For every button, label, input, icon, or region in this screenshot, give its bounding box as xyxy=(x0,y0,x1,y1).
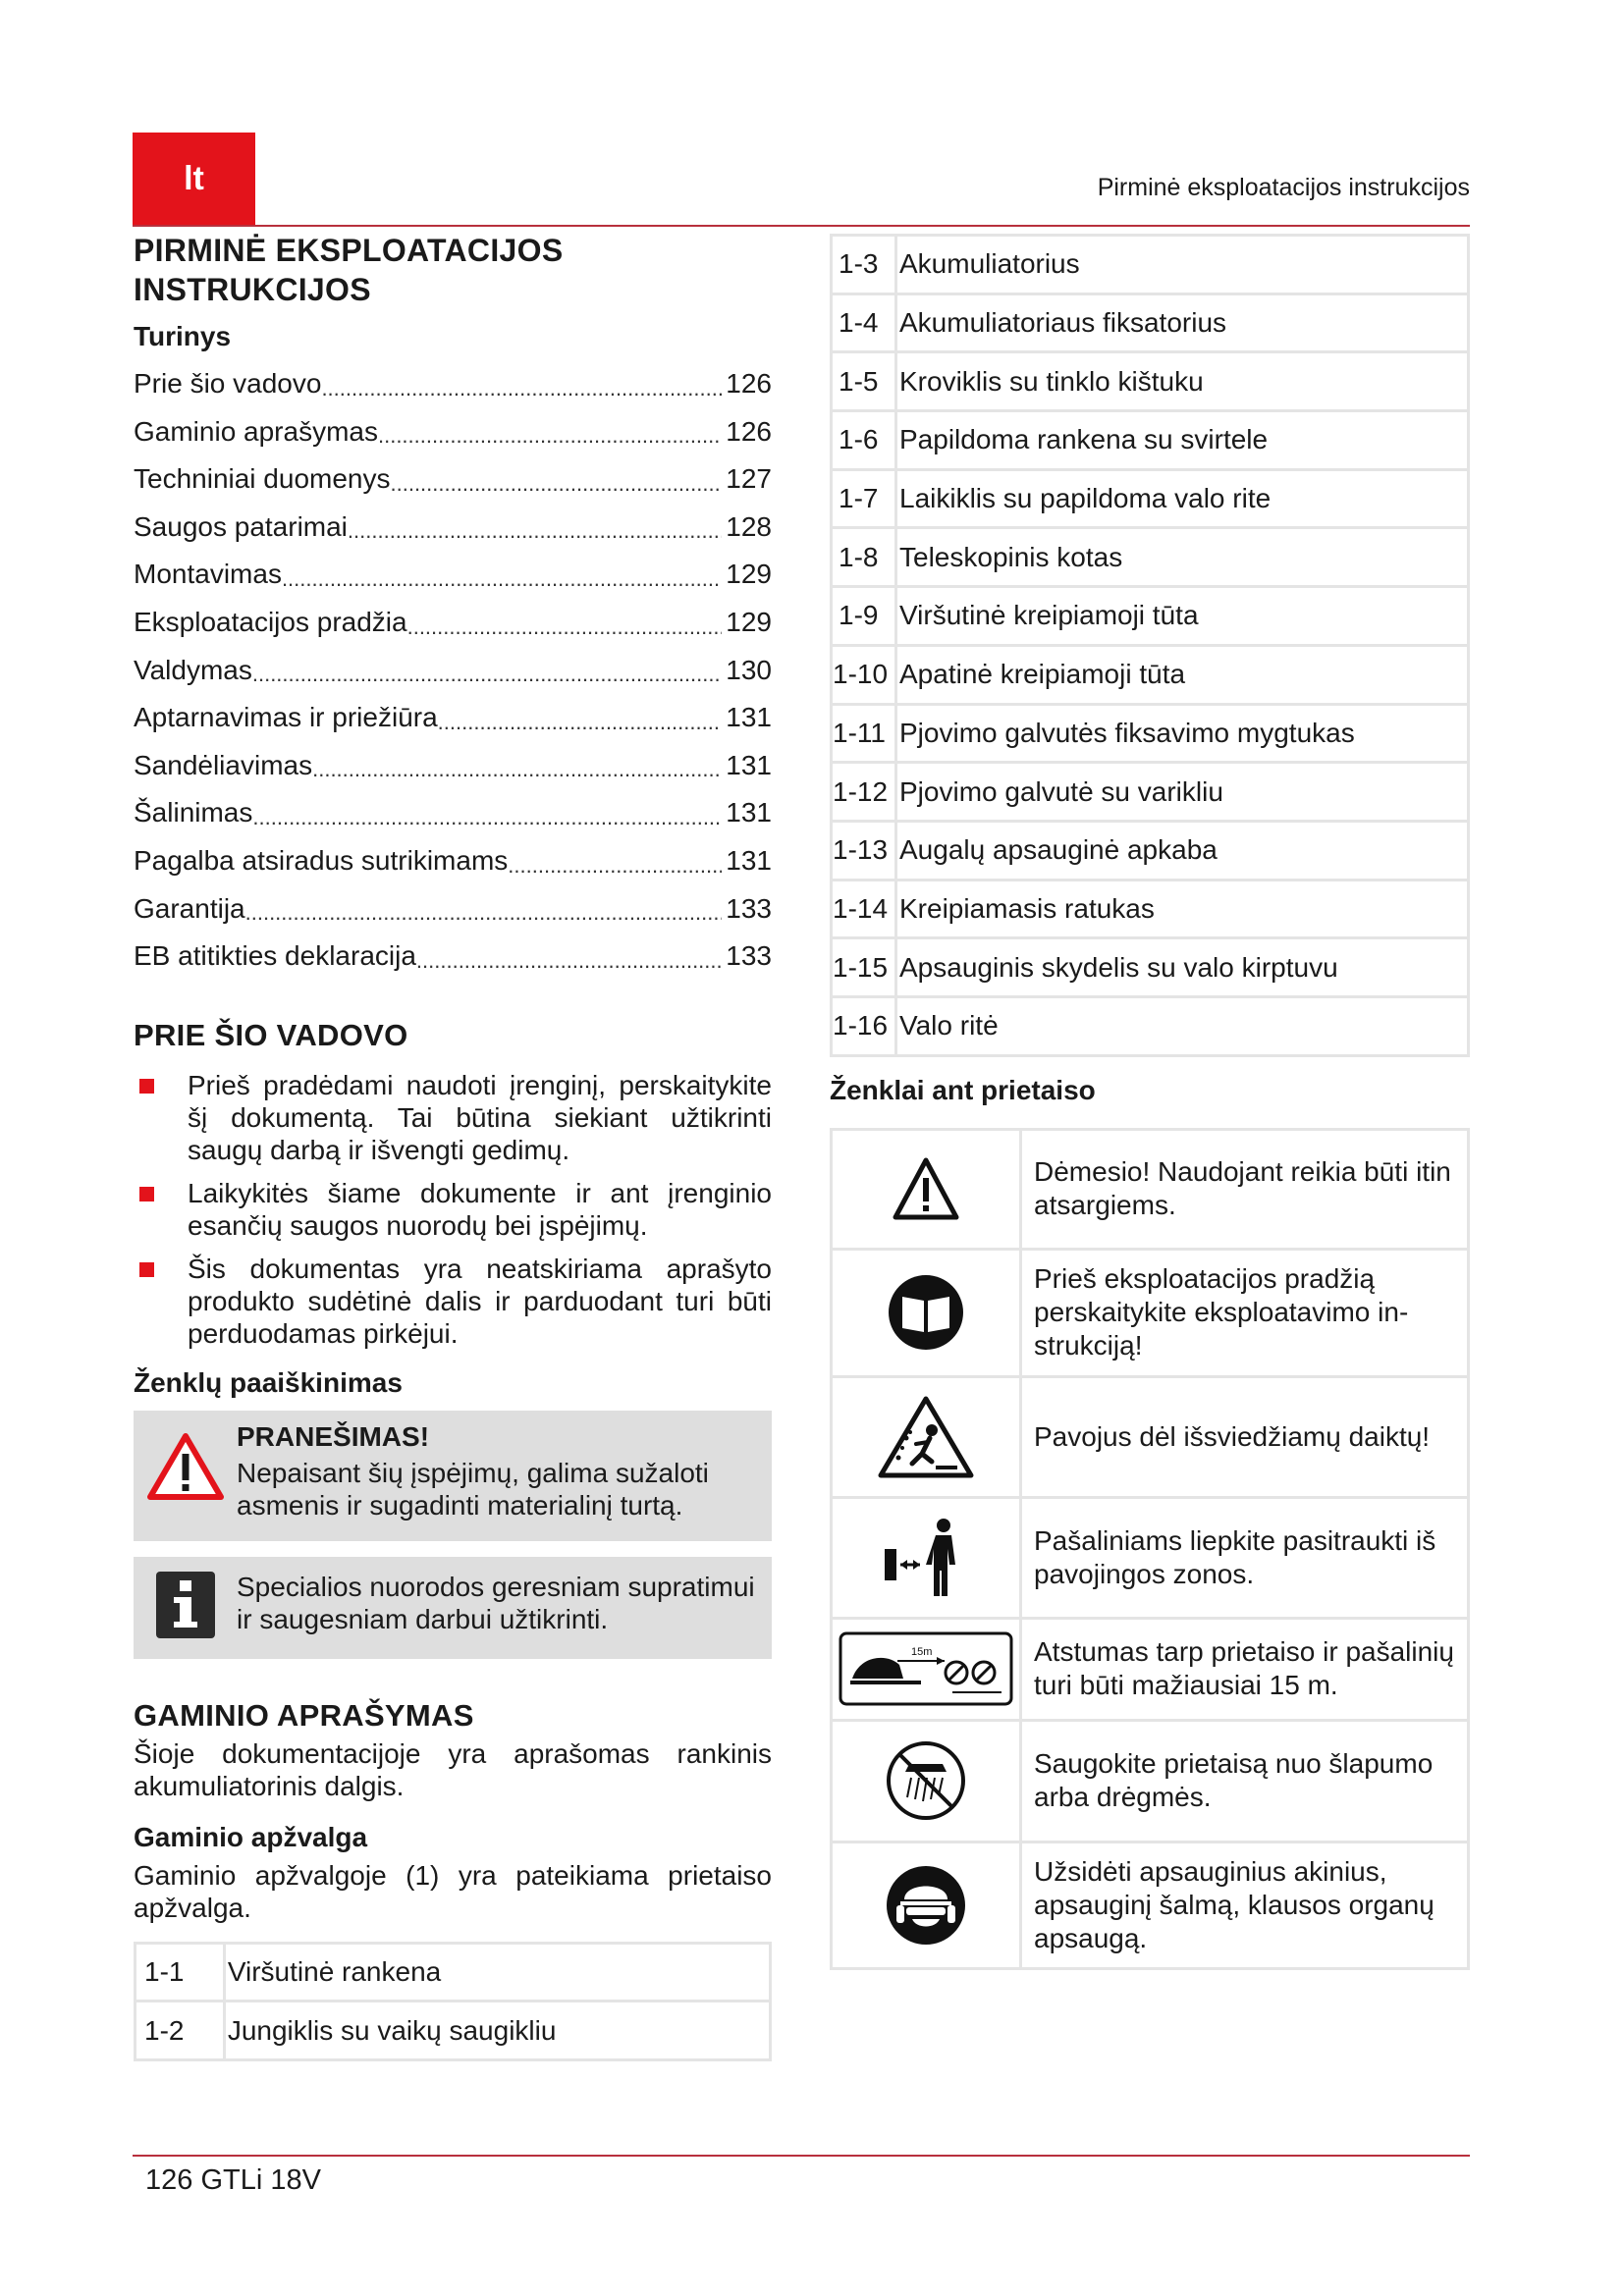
bullet-text: Prieš pradėdami naudoti įrenginį, perskaitykite šį dokumentą. Tai būtina siekiant užtikrinti saugų darbą ir išvengti gedimų. xyxy=(188,1069,772,1165)
keep-bystanders-away-icon xyxy=(877,1514,975,1602)
toc-item-page: 129 xyxy=(726,606,772,637)
sign-description: Prieš eksploatacijos pradžią perskaitykite eksploatavimo instrukciją! xyxy=(1021,1249,1469,1376)
part-number: 1-15 xyxy=(832,938,896,997)
read-manual-icon xyxy=(887,1273,965,1352)
sign-description: Pavojus dėl išsviedžiamų daiktų! xyxy=(1021,1376,1469,1497)
footer-text: 126 GTLi 18V xyxy=(145,2164,321,2196)
table-row xyxy=(832,821,1469,880)
protective-gear-icon xyxy=(885,1864,967,1947)
product-heading: GAMINIO APRAŠYMAS xyxy=(134,1697,474,1733)
toc-item-title: Šalinimas xyxy=(134,797,253,828)
part-label: Viršutinė rankena xyxy=(224,1943,770,2002)
thrown-objects-icon xyxy=(877,1395,975,1479)
part-label: Viršutinė kreipiamoji tūta xyxy=(896,587,1469,646)
warning-note xyxy=(134,1411,772,1541)
toc-item[interactable] xyxy=(134,551,772,599)
distance-label: 15m xyxy=(911,1646,933,1659)
toc-item[interactable] xyxy=(134,933,772,981)
part-label: Augalų apsauginė apkaba xyxy=(896,821,1469,880)
toc-item-title: Saugos patarimai xyxy=(134,510,348,542)
toc-item-title: Gaminio aprašymas xyxy=(134,415,378,447)
toc-item-title: Sandėliavimas xyxy=(134,749,313,780)
warning-triangle-icon xyxy=(147,1432,224,1501)
no-rain-icon xyxy=(884,1738,968,1823)
part-number: 1-9 xyxy=(832,587,896,646)
part-label: Pjovimo galvutės fiksavimo mygtukas xyxy=(896,704,1469,763)
part-number: 1-6 xyxy=(832,411,896,470)
parts-table-left xyxy=(134,1942,772,2061)
table-row xyxy=(832,411,1469,470)
warning-triangle-icon xyxy=(892,1156,960,1221)
sign-description: Užsidėti apsauginius akinius, apsauginį šalmą, klausos organų apsaugą. xyxy=(1021,1842,1469,1968)
part-label: Akumuliatorius xyxy=(896,236,1469,294)
device-signs-table xyxy=(830,1128,1470,1970)
toc-item-page: 133 xyxy=(726,892,772,924)
sign-description: Pašaliniams liepkite pasitraukti iš pavojingos zonos. xyxy=(1021,1497,1469,1618)
part-label: Kreipiamasis ratukas xyxy=(896,880,1469,938)
sign-description: Dėmesio! Naudojant reikia būti itin atsargiems. xyxy=(1021,1129,1469,1249)
main-title xyxy=(134,231,772,309)
part-number: 1-7 xyxy=(832,469,896,528)
toc-item-title: Aptarnavimas ir priežiūra xyxy=(134,702,438,733)
table-row xyxy=(832,763,1469,822)
sign-description: Atstumas tarp prietaiso ir pašalinių turi būti mažiausiai 15 m. xyxy=(1021,1618,1469,1720)
toc-item-title: Prie šio vadovo xyxy=(134,368,322,399)
table-row xyxy=(832,1618,1469,1720)
toc-item-title: Techniniai duomenys xyxy=(134,463,391,495)
toc-heading: Turinys xyxy=(134,321,232,351)
table-row xyxy=(832,996,1469,1055)
toc-item[interactable] xyxy=(134,837,772,885)
device-signs-heading: Ženklai ant prietaiso xyxy=(830,1074,1096,1105)
part-number: 1-2 xyxy=(135,2002,225,2060)
bullet-square-icon xyxy=(139,1187,154,1201)
toc-item-title: Valdymas xyxy=(134,654,252,685)
main-title-line1: PIRMINĖ EKSPLOATACIJOS xyxy=(134,233,564,268)
part-number: 1-12 xyxy=(832,763,896,822)
table-row xyxy=(832,1497,1469,1618)
table-row xyxy=(832,1129,1469,1249)
symbols-heading: Ženklų paaiškinimas xyxy=(134,1366,403,1398)
table-row xyxy=(832,645,1469,704)
about-bullets xyxy=(134,1069,772,1350)
table-row xyxy=(832,1249,1469,1376)
toc-item-page: 131 xyxy=(726,749,772,780)
part-number: 1-3 xyxy=(832,236,896,294)
warning-title: PRANEŠIMAS! xyxy=(237,1420,430,1452)
part-label: Pjovimo galvutė su varikliu xyxy=(896,763,1469,822)
toc-item-page: 130 xyxy=(726,654,772,685)
bullet-item xyxy=(134,1253,772,1350)
bullet-square-icon xyxy=(139,1262,154,1277)
part-number: 1-1 xyxy=(135,1943,225,2002)
footer-divider xyxy=(133,2155,1470,2157)
part-label: Teleskopinis kotas xyxy=(896,528,1469,587)
toc-item-page: 128 xyxy=(726,510,772,542)
table-row xyxy=(832,938,1469,997)
toc-item[interactable] xyxy=(134,599,772,647)
toc-item-title: Eksploatacijos pradžia xyxy=(134,606,407,637)
part-label: Apatinė kreipiamoji tūta xyxy=(896,645,1469,704)
left-column xyxy=(134,231,772,2061)
toc-item[interactable] xyxy=(134,455,772,504)
main-title-line2: INSTRUKCIJOS xyxy=(134,272,371,307)
part-number: 1-10 xyxy=(832,645,896,704)
toc-item-title: Montavimas xyxy=(134,559,282,590)
bullet-square-icon xyxy=(139,1079,154,1094)
toc-item[interactable] xyxy=(134,742,772,790)
toc-item[interactable] xyxy=(134,504,772,552)
table-row xyxy=(832,528,1469,587)
info-text: Specialios nuorodos geresniam supratimui ir saugesniam darbui užtikrinti. xyxy=(237,1571,755,1634)
sign-description: Saugokite prietaisą nuo šlapumo arba drėgmės. xyxy=(1021,1720,1469,1842)
bullet-text: Laikykitės šiame dokumente ir ant įrenginio esančių saugos nuorodų bei įspėjimų. xyxy=(188,1177,772,1241)
header-divider xyxy=(133,225,1470,227)
toc-item-page: 131 xyxy=(726,844,772,876)
table-row xyxy=(832,294,1469,352)
toc-item-page: 127 xyxy=(726,463,772,495)
toc-item[interactable] xyxy=(134,789,772,837)
part-number: 1-16 xyxy=(832,996,896,1055)
part-label: Akumuliatoriaus fiksatorius xyxy=(896,294,1469,352)
toc-item-page: 126 xyxy=(726,415,772,447)
part-number: 1-13 xyxy=(832,821,896,880)
info-note xyxy=(134,1557,772,1659)
toc-item-title: EB atitikties deklaracija xyxy=(134,940,416,972)
table-of-contents xyxy=(134,360,772,981)
part-number: 1-4 xyxy=(832,294,896,352)
toc-item-page: 126 xyxy=(726,368,772,399)
table-row xyxy=(832,236,1469,294)
product-text: Šioje dokumentacijoje yra aprašomas rankinis akumuliatorinis dalgis. xyxy=(134,1737,772,1801)
toc-item[interactable] xyxy=(134,694,772,742)
toc-item-page: 131 xyxy=(726,797,772,828)
table-row xyxy=(832,1720,1469,1842)
table-row xyxy=(135,2002,771,2060)
bullet-text: Šis dokumentas yra neatskiriama aprašyto produkto sudėtinė dalis ir parduodant turi būti perduodamas pirkėjui. xyxy=(188,1253,772,1349)
info-icon xyxy=(155,1571,216,1639)
table-row xyxy=(135,1943,771,2002)
table-row xyxy=(832,587,1469,646)
overview-heading: Gaminio apžvalga xyxy=(134,1821,368,1852)
table-row xyxy=(832,704,1469,763)
safe-distance-icon xyxy=(839,1631,1013,1706)
table-row xyxy=(832,1842,1469,1968)
toc-item[interactable] xyxy=(134,885,772,934)
part-number: 1-11 xyxy=(832,704,896,763)
toc-item[interactable] xyxy=(134,408,772,456)
toc-item[interactable] xyxy=(134,360,772,408)
part-number: 1-8 xyxy=(832,528,896,587)
part-number: 1-5 xyxy=(832,352,896,411)
right-column xyxy=(830,234,1470,1970)
table-row xyxy=(832,352,1469,411)
parts-table-right xyxy=(830,234,1470,1057)
part-label: Laikiklis su papildoma valo rite xyxy=(896,469,1469,528)
bullet-item xyxy=(134,1177,772,1242)
part-label: Jungiklis su vaikų saugikliu xyxy=(224,2002,770,2060)
warning-text: Nepaisant šių įspėjimų, galima sužaloti asmenis ir sugadinti materialinį turtą. xyxy=(237,1457,709,1521)
table-row xyxy=(832,880,1469,938)
part-label: Papildoma rankena su svirtele xyxy=(896,411,1469,470)
table-row xyxy=(832,469,1469,528)
language-tab: lt xyxy=(133,133,255,226)
bullet-item xyxy=(134,1069,772,1166)
toc-item-page: 131 xyxy=(726,702,772,733)
toc-item-page: 129 xyxy=(726,559,772,590)
overview-text: Gaminio apžvalgoje (1) yra pateikiama prietaiso apžvalga. xyxy=(134,1859,772,1923)
part-number: 1-14 xyxy=(832,880,896,938)
part-label: Kroviklis su tinklo kištuku xyxy=(896,352,1469,411)
toc-item-page: 133 xyxy=(726,940,772,972)
header-title: Pirminė eksploatacijos instrukcijos xyxy=(1097,174,1470,201)
toc-item[interactable] xyxy=(134,647,772,695)
part-label: Apsauginis skydelis su valo kirptuvu xyxy=(896,938,1469,997)
toc-item-title: Garantija xyxy=(134,892,245,924)
toc-item-title: Pagalba atsiradus sutrikimams xyxy=(134,844,509,876)
table-row xyxy=(832,1376,1469,1497)
about-heading: PRIE ŠIO VADOVO xyxy=(134,1017,408,1052)
part-label: Valo ritė xyxy=(896,996,1469,1055)
